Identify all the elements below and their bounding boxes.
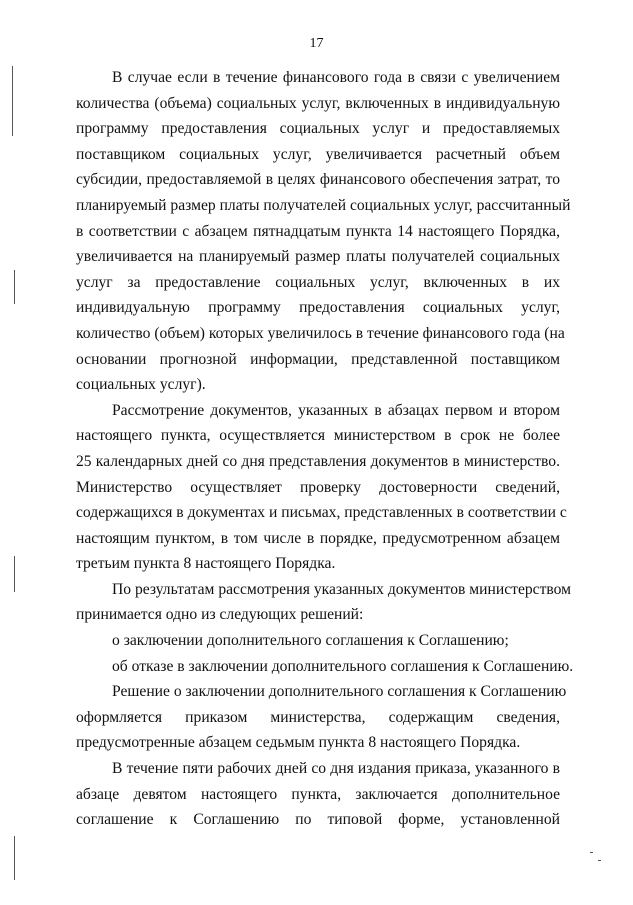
- text-line: о заключении дополнительного соглашения к Соглашению;: [112, 632, 509, 650]
- text-line: поставщиком социальных услуг, увеличивается расчетный объем: [76, 145, 560, 163]
- scan-mark: [14, 836, 15, 880]
- text-line: планируемый размер платы получателей социальных услуг, рассчитанный: [76, 196, 571, 214]
- text-line: настоящего пункта, осуществляется министерством в срок не более: [76, 427, 560, 445]
- paragraph: [76, 654, 574, 680]
- text-line: В течение пяти рабочих дней со дня издания приказа, указанного в: [112, 760, 560, 778]
- document-body: [76, 65, 574, 833]
- text-line: основании прогнозной информации, представленной поставщиком: [76, 350, 560, 368]
- text-line: субсидии, предоставляемой в целях финансового обеспечения затрат, то: [76, 171, 560, 189]
- text-line: программу предоставления социальных услуг и предоставляемых: [76, 120, 560, 138]
- text-line: Рассмотрение документов, указанных в абзацах первом и втором: [112, 401, 560, 419]
- text-line: содержащихся в документах и письмах, представленных в соответствии с: [76, 504, 567, 522]
- text-line: оформляется приказом министерства, содержащим сведения,: [76, 708, 560, 726]
- text-line: количества (объема) социальных услуг, включенных в индивидуальную: [76, 94, 560, 112]
- paragraph: [76, 65, 571, 398]
- text-line: количество (объем) которых увеличилось в течение финансового года (на: [76, 324, 565, 342]
- scan-mark: [14, 270, 15, 304]
- text-line: соглашение к Соглашению по типовой форме, установленной: [76, 811, 560, 829]
- paragraph: [76, 679, 567, 756]
- paragraph: [76, 628, 560, 654]
- scan-mark: [12, 66, 13, 136]
- text-line: социальных услуг).: [76, 376, 206, 394]
- paragraph: [76, 398, 567, 577]
- scan-mark: [598, 860, 601, 861]
- text-line: В случае если в течение финансового года в связи с увеличением: [112, 69, 560, 86]
- paragraph: [76, 577, 572, 628]
- text-line: третьим пункта 8 настоящего Порядка.: [76, 555, 336, 573]
- text-line: настоящим пунктом, в том числе в порядке, предусмотренном абзацем: [76, 529, 560, 547]
- text-line: в соответствии с абзацем пятнадцатым пункта 14 настоящего Порядка,: [76, 222, 560, 240]
- scan-mark: [590, 852, 593, 853]
- text-line: 25 календарных дней со дня представления документов в министерство.: [76, 452, 560, 470]
- text-line: предусмотренные абзацем седьмым пункта 8 настоящего Порядка.: [76, 734, 521, 752]
- text-line: Решение о заключении дополнительного соглашения к Соглашению: [112, 683, 567, 701]
- text-line: увеличивается на планируемый размер платы получателей социальных: [76, 248, 560, 266]
- text-line: По результатам рассмотрения указанных документов министерством: [112, 580, 572, 598]
- text-line: Министерство осуществляет проверку достоверности сведений,: [76, 478, 560, 496]
- text-line: абзаце девятом настоящего пункта, заключается дополнительное: [76, 785, 560, 803]
- text-line: об отказе в заключении дополнительного соглашения к Соглашению.: [112, 657, 574, 675]
- scan-mark: [14, 556, 15, 592]
- paragraph: [76, 756, 560, 833]
- page-number: 17: [309, 36, 324, 51]
- text-line: услуг за предоставление социальных услуг, включенных в их: [76, 273, 560, 291]
- text-line: индивидуальную программу предоставления социальных услуг,: [76, 299, 560, 317]
- text-line: принимается одно из следующих решений:: [76, 606, 364, 624]
